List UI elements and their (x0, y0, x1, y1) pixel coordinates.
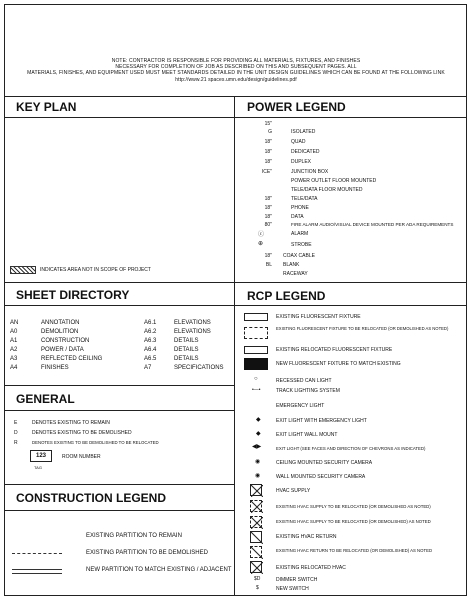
power-label: COAX CABLE (283, 253, 315, 259)
sheet-name: SPECIFICATIONS (174, 365, 224, 371)
rcp-label: NEW SWITCH (276, 586, 309, 592)
contractor-note (6, 58, 466, 83)
room-tag-label: ROOM NUMBER (62, 454, 101, 460)
rcp-label: DIMMER SWITCH (276, 577, 318, 583)
power-symbol: ICE" (261, 169, 272, 175)
divider (4, 117, 467, 118)
power-label: ALARM (291, 231, 309, 237)
rcp-label: RECESSED CAN LIGHT (276, 378, 332, 384)
hvac-supply-relocate-icon (250, 516, 262, 528)
divider (4, 484, 234, 485)
hvac-supply-icon (250, 484, 262, 496)
power-label: TELE/DATA FLOOR MOUNTED (291, 187, 363, 193)
power-symbol: 80" (264, 222, 272, 228)
power-label: DATA (291, 214, 304, 220)
rcp-legend-title: RCP LEGEND (247, 289, 326, 303)
sheet-code: A3 (10, 356, 18, 362)
sheet-name: ELEVATIONS (174, 329, 211, 335)
fixture-relocated-icon (244, 346, 268, 354)
sheet-name: POWER / DATA (41, 347, 84, 353)
divider (4, 510, 234, 511)
power-label: BLANK (283, 262, 300, 268)
sheet-code: A2 (10, 347, 18, 353)
power-symbol: 18" (264, 205, 272, 211)
power-symbol: G (268, 129, 272, 135)
sheet-directory-title: SHEET DIRECTORY (16, 288, 130, 302)
power-symbol: 18" (264, 196, 272, 202)
divider (4, 385, 234, 386)
power-legend-title: POWER LEGEND (247, 100, 346, 114)
rcp-label: CEILING MOUNTED SECURITY CAMERA (276, 460, 373, 466)
fixture-new-icon (244, 358, 268, 370)
sheet-code: A1 (10, 338, 18, 344)
rcp-label: EXISTING HVAC SUPPLY TO BE RELOCATED (OR DEMOLISHED AS NOTED) (276, 504, 431, 509)
rcp-label: EXISTING FLUORESCENT FIXTURE TO BE RELOCATED (OR DEMOLISHED AS NOTED) (276, 326, 449, 331)
construction-legend-title: CONSTRUCTION LEGEND (16, 491, 166, 505)
sheet-name: FINISHES (41, 365, 69, 371)
hvac-supply-relocate-icon (250, 500, 262, 512)
sheet-name: REFLECTED CEILING (41, 356, 103, 362)
power-label: QUAD (291, 139, 306, 145)
sheet-code: A0 (10, 329, 18, 335)
construction-label: NEW PARTITION TO MATCH EXISTING / ADJACENT (86, 567, 232, 573)
camera-icon: ◉ (255, 459, 261, 465)
track-light-icon: •—• (252, 387, 261, 393)
exit-chevron-icon: ◀▶ (252, 444, 262, 450)
hatch-swatch-icon (10, 266, 36, 274)
general-text: DENOTES EXISTING TO BE DEMOLISHED (32, 430, 132, 436)
power-label: DUPLEX (291, 159, 312, 165)
rcp-label: WALL MOUNTED SECURITY CAMERA (276, 474, 366, 480)
sheet-code: AN (10, 320, 19, 326)
strobe-icon: ⊕ (258, 241, 264, 247)
wall-camera-icon: ◉ (255, 473, 261, 479)
divider (4, 282, 467, 283)
sheet-code: A6.2 (144, 329, 157, 335)
power-symbol: 18" (264, 159, 272, 165)
general-title: GENERAL (16, 392, 75, 406)
general-code: E (14, 420, 18, 426)
general-code: R (14, 440, 18, 446)
exit-wall-icon: ◆ (256, 431, 261, 437)
demolish-line-icon (12, 553, 62, 554)
note-line: NOTE: CONTRACTOR IS RESPONSIBLE FOR PROVIDING ALL MATERIALS, FIXTURES, AND FINISHES (111, 58, 361, 64)
rcp-label: EXIT LIGHT WITH EMERGENCY LIGHT (276, 418, 367, 424)
note-line: NECESSARY FOR COMPLETION OF JOB AS DESCRIBED ON THIS AND SUBSEQUENT PAGES. ALL (115, 64, 357, 71)
new-partition-icon (12, 569, 62, 574)
divider (4, 305, 467, 306)
sheet-name: CONSTRUCTION (41, 338, 90, 344)
power-label: TELE/DATA (291, 196, 318, 202)
power-symbol: 18" (264, 139, 272, 145)
sheet-code: A6.4 (144, 347, 157, 353)
alarm-icon: ⓒ (258, 232, 265, 238)
hvac-return-icon (250, 531, 262, 543)
power-symbol: 18" (264, 214, 272, 220)
sheet-code: A7 (144, 365, 152, 371)
divider (4, 96, 467, 97)
power-label: FIRE ALARM AUDIO/VISUAL DEVICE MOUNTED PER ADA REQUIREMENTS (291, 222, 454, 227)
power-label: RACEWAY (283, 271, 308, 277)
power-label: POWER OUTLET FLOOR MOUNTED (291, 178, 377, 184)
hvac-relocated-icon (250, 561, 262, 573)
power-label: JUNCTION BOX (291, 169, 329, 175)
sheet-name: ELEVATIONS (174, 320, 211, 326)
fixture-icon (244, 313, 268, 321)
divider (4, 410, 234, 411)
exit-light-icon: ◆ (256, 417, 261, 423)
note-link[interactable]: http://www.21 spaces.umn.edu/design/guidelines.pdf (175, 76, 297, 83)
can-light-icon: ○ (254, 376, 258, 382)
power-symbol: 18" (264, 253, 272, 259)
rcp-label: TRACK LIGHTING SYSTEM (276, 388, 340, 394)
rcp-label: EXIT LIGHT (SEE FACES AND DIRECTION OF CHEVRONS AS INDICATED) (276, 446, 426, 451)
general-text: DENOTES EXISTING TO BE DEMOLISHED TO BE RELOCATED (32, 440, 159, 445)
sheet-code: A4 (10, 365, 18, 371)
sheet-name: DETAILS (174, 347, 199, 353)
sheet-code: A6.5 (144, 356, 157, 362)
room-tag-sub: TAG (34, 465, 42, 470)
sheet-name: DETAILS (174, 338, 199, 344)
hvac-return-relocate-icon (250, 546, 262, 558)
construction-label: EXISTING PARTITION TO REMAIN (86, 533, 182, 539)
key-plan-legend-text: INDICATES AREA NOT IN SCOPE OF PROJECT (40, 267, 151, 273)
rcp-label: HVAC SUPPLY (276, 488, 311, 494)
general-code: D (14, 430, 18, 436)
sheet-code: A6.3 (144, 338, 157, 344)
rcp-label: EMERGENCY LIGHT (276, 403, 325, 409)
switch-icon: $ (256, 585, 259, 591)
rcp-label: EXISTING RELOCATED FLUORESCENT FIXTURE (276, 347, 393, 353)
rcp-label: EXISTING HVAC RETURN (276, 534, 337, 540)
dimmer-icon: $D (254, 576, 261, 582)
sheet-code: A6.1 (144, 320, 157, 326)
sheet-name: ANNOTATION (41, 320, 80, 326)
construction-label: EXISTING PARTITION TO BE DEMOLISHED (86, 550, 208, 556)
power-label: PHONE (291, 205, 309, 211)
rcp-label: EXISTING HVAC SUPPLY TO BE RELOCATED (OR DEMOLISHED) AS NOTED (276, 519, 431, 524)
power-symbol: 15" (264, 121, 272, 127)
general-text: DENOTES EXISTING TO REMAIN (32, 420, 110, 426)
rcp-label: EXIT LIGHT WALL MOUNT (276, 432, 338, 438)
note-line: MATERIALS, FINISHES, AND EQUIPMENT USED MUST MEET STANDARDS DETAILED IN THE UNIT DESIGN GUIDELINES WHICH CAN BE FOUND AT THE FOLLOWING LINK (27, 70, 445, 77)
sheet-name: DETAILS (174, 356, 199, 362)
rcp-label: EXISTING FLUORESCENT FIXTURE (276, 314, 361, 320)
power-symbol: BL (265, 262, 272, 268)
rcp-label: NEW FLUORESCENT FIXTURE TO MATCH EXISTING (276, 361, 401, 367)
power-symbol: 18" (264, 149, 272, 155)
sheet-name: DEMOLITION (41, 329, 79, 335)
fixture-dashed-icon (244, 327, 268, 339)
power-label: ISOLATED (291, 129, 316, 135)
room-tag: 123 (30, 450, 52, 462)
rcp-label: EXISTING HVAC RETURN TO BE RELOCATED (OR DEMOLISHED) AS NOTED (276, 548, 433, 553)
power-label: STROBE (291, 242, 312, 248)
key-plan-title: KEY PLAN (16, 100, 77, 114)
power-label: DEDICATED (291, 149, 320, 155)
rcp-label: EXISTING RELOCATED HVAC (276, 565, 346, 571)
